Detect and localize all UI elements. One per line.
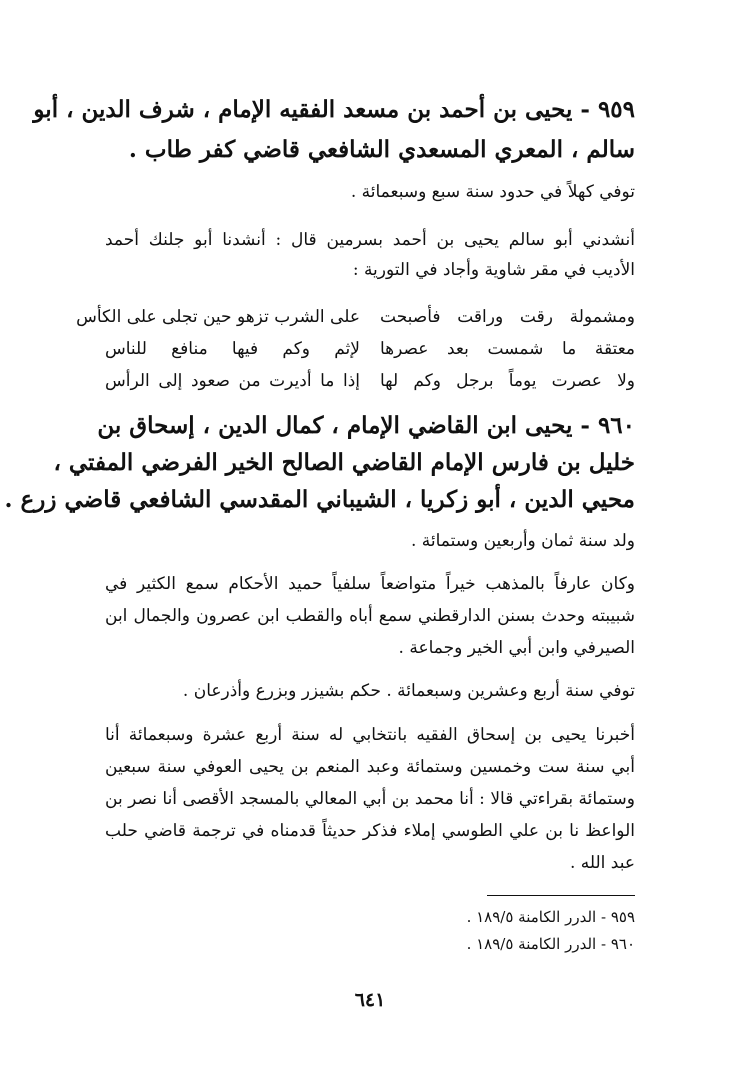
entry-959-death: توفي كهلاً في حدود سنة سبع وسبعمائة . — [350, 182, 635, 202]
entry-959-recital-line-2: الأديب في مقر شاوية وأجاد في التورية : — [352, 260, 635, 280]
entry-959-heading-line-1: ٩٥٩ - يحيى بن أحمد بن مسعد الفقيه الإمام ، شرف الدين ، أبو — [33, 96, 635, 123]
poem-verse — [76, 302, 635, 332]
entry-960-narration-line-2: أبي سنة ست وخمسين وستمائة وعبد المنعم بن يحيى العوفي سنة سبعين — [105, 757, 635, 777]
entry-960-description-line-2: شبيبته وحدث بسنن الدارقطني سمع أباه والقطب ابن عصرون والجمال ابن — [105, 606, 635, 626]
poem-verse — [105, 366, 635, 396]
entry-960-narration-line-1: أخبرنا يحيى بن إسحاق الفقيه بانتخابي له سنة أربع عشرة وسبعمائة أنا — [105, 725, 635, 745]
poem-verse — [105, 334, 635, 364]
entry-960-death: توفي سنة أربع وعشرين وسبعمائة . حكم بشيزر وبزرع وأذرعان . — [182, 681, 635, 701]
poem-second-hemistich: لإثم وكم فيها منافع للناس — [105, 339, 360, 359]
entry-960-heading-line-2: خليل بن فارس الإمام القاضي الصالح الخير الفرضي المفتي ، — [53, 449, 635, 476]
poem-second-hemistich: على الشرب تزهو حين تجلى على الكأس — [76, 307, 360, 327]
poem-first-hemistich: معتقة ما شمست بعد عصرها — [380, 339, 635, 359]
footnote-divider — [487, 895, 635, 896]
entry-959-recital-line-1: أنشدني أبو سالم يحيى بن أحمد بسرمين قال : أنشدنا أبو جلنك أحمد — [105, 230, 635, 250]
entry-960-narration-line-3: وستمائة بقراءتي قالا : أنا محمد بن أبي المعالي بالمسجد الأقصى أنا نصر بن — [105, 789, 635, 809]
poem-first-hemistich: ولا عصرت يوماً برجل وكم لها — [380, 371, 635, 391]
page-number: ٦٤١ — [354, 989, 386, 1011]
poem-second-hemistich: إذا ما أديرت من صعود إلى الرأس — [105, 371, 360, 391]
entry-960-narration-line-4: الواعظ نا بن علي الطوسي إملاء فذكر حديثاً قدمناه في ترجمة قاضي حلب — [105, 821, 635, 841]
entry-960-description-line-1: وكان عارفاً بالمذهب خيراً متواضعاً سلفياً حميد الأحكام سمع الكثير في — [105, 574, 635, 594]
entry-960-heading-line-1: ٩٦٠ - يحيى ابن القاضي الإمام ، كمال الدين ، إسحاق بن — [97, 412, 635, 439]
poem-first-hemistich: ومشمولة رقت وراقت فأصبحت — [380, 307, 635, 327]
entry-959-heading-line-2: سالم ، المعري المسعدي الشافعي قاضي كفر طاب . — [128, 136, 635, 163]
entry-960-birth: ولد سنة ثمان وأربعين وستمائة . — [410, 531, 635, 551]
footnote-959: ٩٥٩ - الدرر الكامنة ١٨٩/٥ . — [466, 908, 635, 926]
entry-960-narration-line-5: عبد الله . — [569, 853, 635, 873]
entry-960-description-line-3: الصيرفي وابن أبي الخير وجماعة . — [398, 638, 635, 658]
entry-960-heading-line-3: محيي الدين ، أبو زكريا ، الشيباني المقدسي الشافعي قاضي زرع . — [4, 486, 635, 513]
footnote-960: ٩٦٠ - الدرر الكامنة ١٨٩/٥ . — [466, 935, 635, 953]
